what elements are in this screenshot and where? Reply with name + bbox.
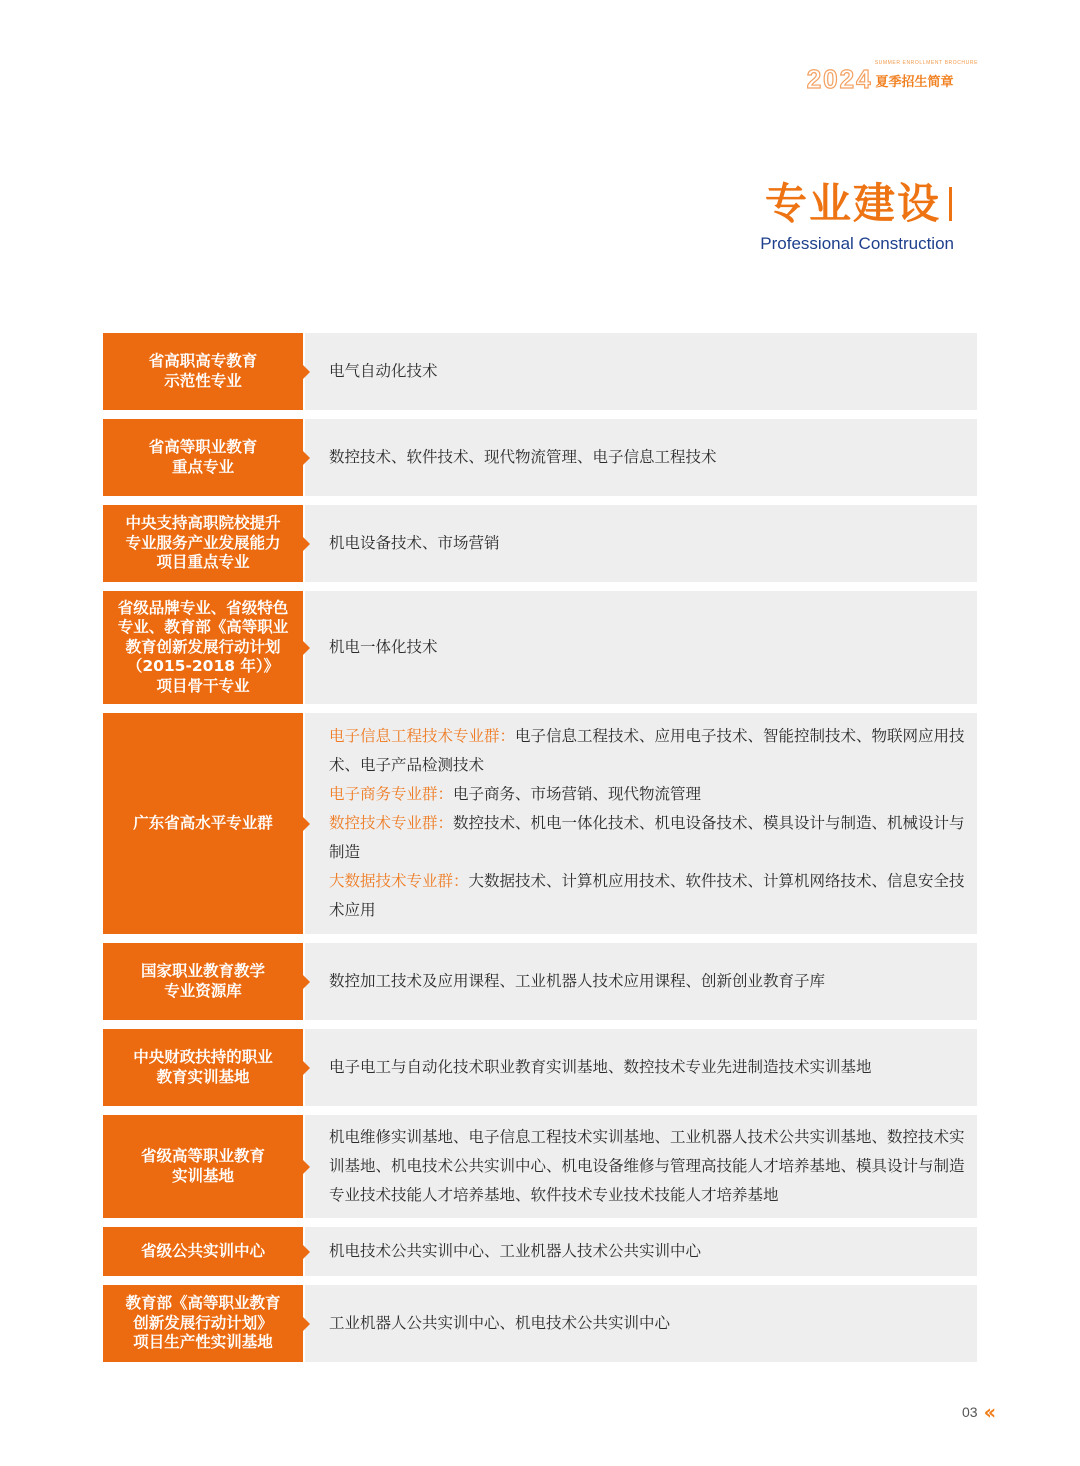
row-label-text: 省高职高专教育 示范性专业 [148, 352, 258, 390]
row-label [103, 419, 303, 496]
brochure-title: 夏季招生简章 [875, 75, 954, 90]
group-name: 大数据技术专业群： [329, 872, 469, 890]
title-divider-bar [949, 187, 952, 221]
group-name: 电子信息工程技术专业群： [329, 727, 516, 745]
table-row [103, 1227, 977, 1276]
specialty-group [329, 722, 967, 780]
group-items: 数控技术、机电一体化技术、机电设备技术、模具设计与制造、机械设计与制造 [329, 814, 965, 861]
specialty-group [329, 780, 967, 809]
row-label-text: 省级高等职业教育 实训基地 [140, 1147, 265, 1185]
row-label-text: 教育部《高等职业教育 创新发展行动计划》 项目生产性实训基地 [125, 1294, 281, 1352]
row-label [103, 333, 303, 410]
section-heading [742, 176, 952, 254]
row-label-text: 中央支持高职院校提升 专业服务产业发展能力 项目重点专业 [125, 514, 281, 572]
brochure-header [806, 60, 978, 94]
row-content: 数控技术、软件技术、现代物流管理、电子信息工程技术 [305, 419, 977, 496]
row-label-text: 中央财政扶持的职业 教育实训基地 [133, 1048, 273, 1086]
row-label-text: 省级品牌专业、省级特色 专业、教育部《高等职业 教育创新发展行动计划 （2015-2018 年）》 项目骨干专业 [117, 598, 289, 695]
row-label [103, 943, 303, 1020]
page-number: 03 [962, 1404, 978, 1420]
brochure-title-line [806, 64, 978, 94]
row-label [103, 1285, 303, 1362]
row-content: 数控加工技术及应用课程、工业机器人技术应用课程、创新创业教育子库 [305, 943, 977, 1020]
row-content [305, 713, 977, 934]
row-content: 电子电工与自动化技术职业教育实训基地、数控技术专业先进制造技术实训基地 [305, 1029, 977, 1106]
specialty-group-list [329, 716, 967, 931]
row-label [103, 1227, 303, 1276]
brochure-subtitle-en: SUMMER ENROLLMENT BROCHURE [874, 60, 978, 66]
table-row [103, 943, 977, 1020]
table-row [103, 419, 977, 496]
group-items: 大数据技术、计算机应用技术、软件技术、计算机网络技术、信息安全技术应用 [329, 872, 965, 919]
double-chevron-left-icon[interactable]: ‹‹ [983, 1400, 993, 1424]
row-label-text: 省高等职业教育 重点专业 [148, 438, 258, 476]
row-label-text: 广东省高水平专业群 [133, 813, 273, 832]
table-row [103, 1029, 977, 1106]
page-footer [962, 1400, 993, 1424]
group-name: 数控技术专业群： [329, 814, 454, 832]
specialty-group [329, 809, 967, 867]
section-title-cn [742, 176, 952, 232]
section-title-en: Professional Construction [760, 234, 954, 253]
row-content: 机电一体化技术 [305, 591, 977, 704]
table-row [103, 1285, 977, 1362]
row-label [103, 505, 303, 582]
row-content: 机电技术公共实训中心、工业机器人技术公共实训中心 [305, 1227, 977, 1276]
group-name: 电子商务专业群： [329, 785, 454, 803]
row-content: 工业机器人公共实训中心、机电技术公共实训中心 [305, 1285, 977, 1362]
specialty-table [103, 333, 977, 1371]
row-label [103, 591, 303, 704]
group-items: 电子信息工程技术、应用电子技术、智能控制技术、物联网应用技术、电子产品检测技术 [329, 727, 965, 774]
row-label [103, 713, 303, 934]
brochure-year: 2024 [806, 64, 873, 94]
row-content: 机电设备技术、市场营销 [305, 505, 977, 582]
specialty-group [329, 867, 967, 925]
table-row [103, 505, 977, 582]
table-row [103, 713, 977, 934]
section-title-cn-text: 专业建设 [764, 179, 941, 228]
table-row [103, 591, 977, 704]
group-items: 电子商务、市场营销、现代物流管理 [453, 785, 702, 803]
row-label [103, 1115, 303, 1218]
row-label [103, 1029, 303, 1106]
table-row [103, 1115, 977, 1218]
row-content: 机电维修实训基地、电子信息工程技术实训基地、工业机器人技术公共实训基地、数控技术实训基地、机电技术公共实训中心、机电设备维修与管理高技能人才培养基地、模具设计与制造专业技术技能人才培养基地、软件技术专业技术技能人才培养基地 [305, 1115, 977, 1218]
row-label-text: 国家职业教育教学 专业资源库 [140, 962, 265, 1000]
table-row [103, 333, 977, 410]
row-label-text: 省级公共实训中心 [140, 1241, 265, 1260]
row-content: 电气自动化技术 [305, 333, 977, 410]
